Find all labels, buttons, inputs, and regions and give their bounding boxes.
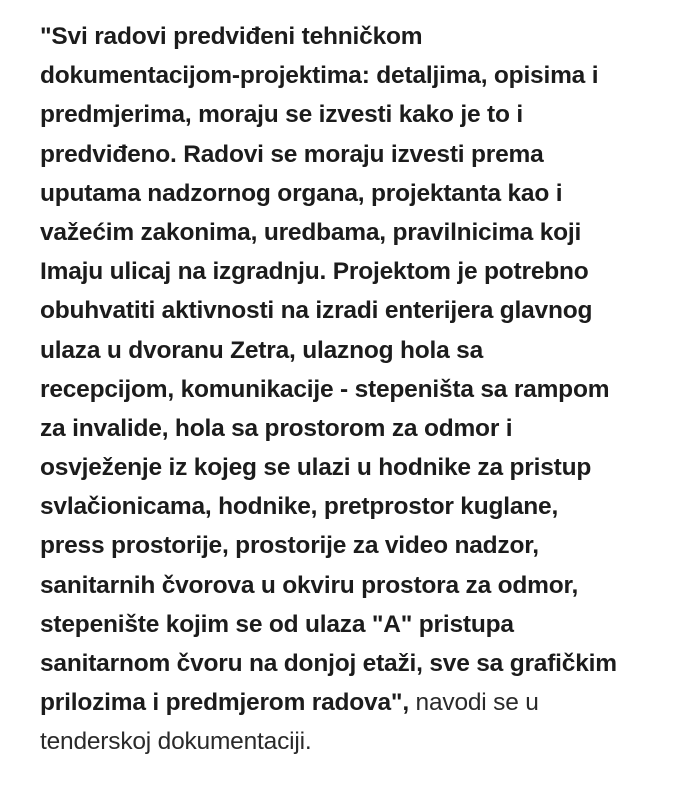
quote-line: osvježenje iz kojeg se ulazi u hodnike za pristup xyxy=(40,454,592,482)
quote-line: prilozima i predmjerom radova", xyxy=(40,689,409,717)
quote-line: "Svi radovi predviđeni tehničkom xyxy=(40,23,423,50)
quote-line: stepenište kojim se od ulaza "A" pristupa xyxy=(40,610,514,638)
attribution-text: navodi se u xyxy=(408,689,539,717)
attribution-line: tenderskoj dokumentaciji. xyxy=(40,728,312,756)
quote-line: obuhvatiti aktivnosti na izradi enterijera glavnog xyxy=(40,297,593,325)
quote-line: sanitarnih čvorova u okviru prostora za odmor, xyxy=(40,571,579,599)
quote-line: svlačionicama, hodnike, pretprostor kuglane, xyxy=(40,493,559,521)
quote-line: za invalide, hola sa prostorom za odmor i xyxy=(40,414,513,442)
quote-line: recepcijom, komunikacije - stepeništa sa rampom xyxy=(40,375,610,403)
quote-line: dokumentacijom-projektima: detaljima, opisima i xyxy=(40,62,599,90)
article-paragraph xyxy=(40,17,680,762)
quote-line: važećim zakonima, uredbama, pravilnicima koji xyxy=(40,218,582,246)
quote-line: press prostorije, prostorije za video nadzor, xyxy=(40,532,539,560)
quote-line: uputama nadzornog organa, projektanta kao i xyxy=(40,179,563,207)
quote-line: predviđeno. Radovi se moraju izvesti prema xyxy=(40,140,544,168)
quote-line: Imaju ulicaj na izgradnju. Projektom je potrebno xyxy=(40,258,589,286)
quote-closing-line xyxy=(40,683,680,722)
quote-line: ulaza u dvoranu Zetra, ulaznog hola sa xyxy=(40,336,484,364)
quote-line: predmjerima, moraju se izvesti kako je to i xyxy=(40,101,523,129)
quote-line: sanitarnom čvoru na donjoj etaži, sve sa grafičkim xyxy=(40,650,617,677)
